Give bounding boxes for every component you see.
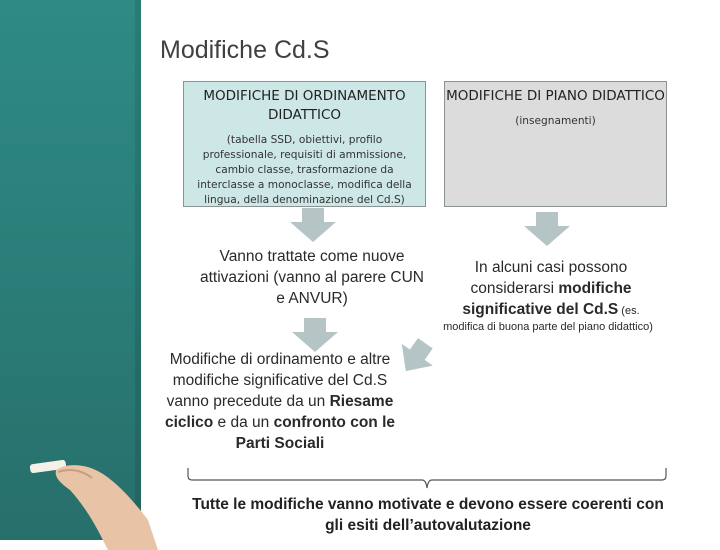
ordinamento-details: (tabella SSD, obiettivi, profilo professionale, requisiti di ammissione, cambio classe, trasformazione da interclasse a monoclasse, modifica della lingua, della denominazione del Cd.S) bbox=[197, 134, 412, 206]
hand-illustration bbox=[48, 440, 158, 550]
ordinamento-box bbox=[183, 81, 426, 207]
down-arrow-icon bbox=[524, 212, 570, 246]
modifiche-significative-text bbox=[436, 257, 666, 322]
piano-didattico-box bbox=[444, 81, 667, 207]
riesame-text bbox=[162, 349, 398, 454]
text-part: e da un bbox=[213, 414, 274, 431]
text-bold: Riesame ciclico bbox=[165, 393, 394, 431]
text-bold: modifiche significative del Cd.S bbox=[462, 280, 632, 318]
modifiche-significative-note: modifica di buona parte del piano didattico) bbox=[443, 321, 653, 333]
diagonal-arrow-icon bbox=[392, 338, 438, 378]
text-part: (es. bbox=[618, 305, 640, 317]
conclusion-text: Tutte le modifiche vanno motivate e devono essere coerenti con gli esiti dell’autovalutazione bbox=[192, 496, 664, 534]
text-part: In alcuni casi possono considerarsi bbox=[470, 259, 628, 297]
piano-didattico-heading: MODIFICHE DI PIANO DIDATTICO bbox=[446, 88, 665, 104]
nuove-attivazioni-text: Vanno trattate come nuove attivazioni (vanno al parere CUN e ANVUR) bbox=[200, 248, 424, 307]
text-part: Modifiche di ordinamento e altre modifiche significative del Cd.S vanno precedute da un bbox=[166, 351, 391, 410]
text-bold: confronto con le Parti Sociali bbox=[235, 414, 395, 452]
page-title: Modifiche Cd.S bbox=[160, 36, 330, 64]
brace-connector bbox=[186, 466, 668, 490]
piano-didattico-details: (insegnamenti) bbox=[515, 115, 596, 127]
down-arrow-icon bbox=[290, 208, 336, 242]
down-arrow-icon bbox=[292, 318, 338, 352]
ordinamento-heading: MODIFICHE DI ORDINAMENTO DIDATTICO bbox=[203, 88, 406, 123]
